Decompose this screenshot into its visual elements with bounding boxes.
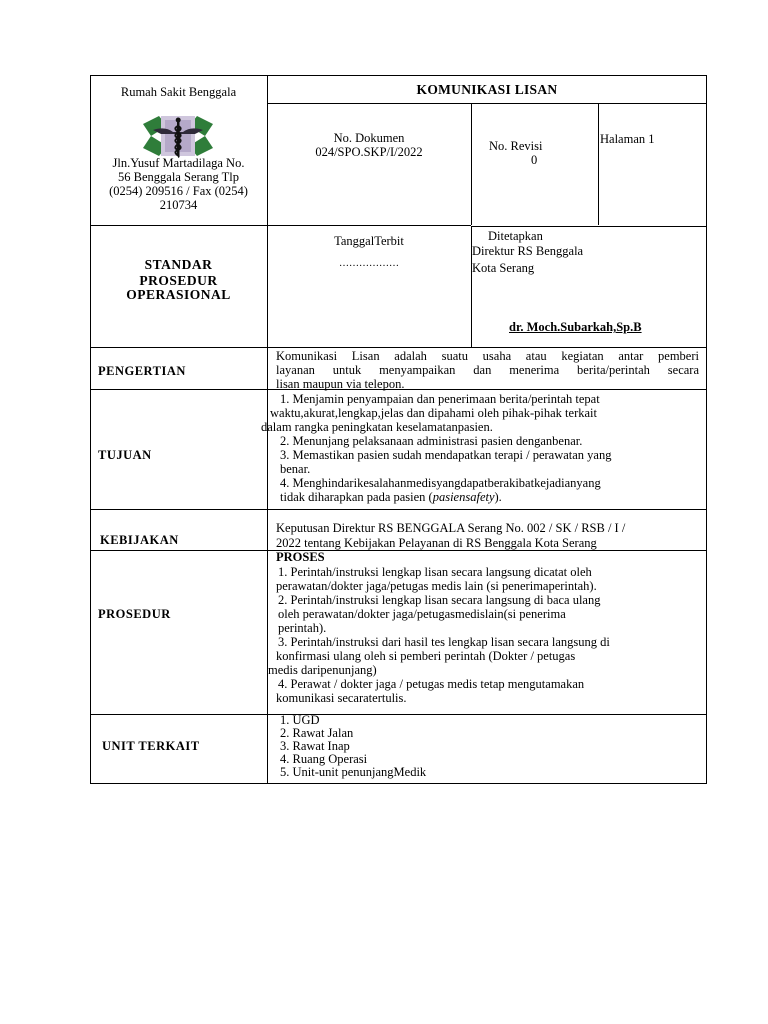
row-divider-kebijakan — [90, 509, 707, 510]
header-row-divider-left — [90, 225, 471, 226]
prosedur-heading: PROSES — [276, 550, 325, 564]
section-label-tujuan: TUJUAN — [98, 448, 152, 462]
tujuan-line-6: benar. — [280, 462, 311, 476]
tujuan-line-4: 2. Menunjang pelaksanaan administrasi pasien denganbenar. — [280, 434, 583, 448]
table-border-right — [706, 75, 707, 784]
hospital-address-line-3: (0254) 209516 / Fax (0254) — [109, 184, 248, 198]
approval-line-1: Direktur RS Benggala — [472, 244, 584, 258]
unit-item-4: 4. Ruang Operasi — [280, 752, 368, 766]
signer-name: dr. Moch.Subarkah,Sp.B — [509, 320, 642, 334]
tujuan-line-7: 4. Menghindarikesalahanmedisyangdapatberakibatkejadianyang — [280, 476, 601, 490]
unit-item-5: 5. Unit-unit penunjangMedik — [280, 765, 427, 779]
tujuan-line-5: 3. Memastikan pasien sudah mendapatkan terapi / perawatan yang — [280, 448, 612, 462]
document-title: KOMUNIKASI LISAN — [416, 82, 558, 97]
prosedur-line-6: 3. Perintah/instruksi dari hasil tes lengkap lisan secara langsung di — [278, 635, 610, 649]
prosedur-line-4: oleh perawatan/dokter jaga/petugasmedislain(si penerima — [278, 607, 566, 621]
sop-title-line-3: OPERASIONAL — [126, 287, 231, 302]
hospital-address-line-2: 56 Benggala Serang Tlp — [118, 170, 239, 184]
revision-value: 0 — [531, 153, 538, 167]
hospital-logo — [139, 112, 217, 160]
section-label-pengertian: PENGERTIAN — [98, 364, 186, 378]
pengertian-line-1: Komunikasi Lisan adalah suatu usaha atau kegiatan antar pemberi — [276, 349, 699, 363]
row-divider-prosedur — [90, 550, 707, 551]
tujuan-line-1: 1. Menjamin penyampaian dan penerimaan berita/perintah tepat — [280, 392, 600, 406]
hospital-name: Rumah Sakit Benggala — [120, 85, 237, 99]
prosedur-line-2: perawatan/dokter jaga/petugas medis lain (si penerimaperintah). — [276, 579, 597, 593]
section-label-unit-terkait: UNIT TERKAIT — [102, 739, 200, 753]
tujuan-line-8-text: tidak diharapkan pada pasien ( — [280, 490, 433, 504]
tujuan-line-8-end: ). — [494, 490, 502, 504]
unit-item-2: 2. Rawat Jalan — [280, 726, 354, 740]
tujuan-line-8 — [280, 490, 502, 504]
prosedur-line-9: 4. Perawat / dokter jaga / petugas medis tetap mengutamakan — [278, 677, 585, 691]
table-border-bottom — [90, 783, 707, 784]
unit-item-3: 3. Rawat Inap — [280, 739, 350, 753]
issue-date-label: TanggalTerbit — [334, 234, 404, 248]
header-divider-2 — [598, 103, 599, 225]
hospital-address-line-4: 210734 — [159, 198, 198, 212]
prosedur-line-10: komunikasi secaratertulis. — [276, 691, 407, 705]
section-label-kebijakan: KEBIJAKAN — [100, 533, 179, 547]
pengertian-line-2: layanan untuk menyampaikan dan menerima berita/perintah secara — [276, 363, 699, 377]
doc-number-label: No. Dokumen — [333, 131, 405, 145]
sop-title-line-1: STANDAR — [144, 257, 213, 272]
page-number: Halaman 1 — [600, 132, 655, 146]
hospital-address-line-1: Jln.Yusuf Martadilaga No. — [112, 156, 245, 170]
tujuan-line-3: dalam rangka peningkatan keselamatanpasien. — [261, 420, 493, 434]
row-divider-unit — [90, 714, 707, 715]
prosedur-line-5: perintah). — [278, 621, 327, 635]
issue-date-value: ……………… — [339, 258, 399, 269]
title-divider — [267, 103, 707, 104]
prosedur-line-7: konfirmasi ulang oleh si pemberi perintah (Dokter / petugas — [276, 649, 576, 663]
row-divider-pengertian — [90, 347, 707, 348]
unit-item-1: 1. UGD — [280, 713, 320, 727]
approval-line-2: Kota Serang — [472, 261, 535, 275]
table-border-top — [90, 75, 707, 76]
sop-document — [90, 75, 707, 784]
tujuan-italic-term: pasiensafety — [432, 490, 495, 504]
section-label-prosedur: PROSEDUR — [98, 607, 171, 621]
prosedur-line-8: medis daripenunjang) — [268, 663, 377, 677]
approval-label: Ditetapkan — [488, 229, 543, 243]
revision-label: No. Revisi — [489, 139, 543, 153]
header-row-divider-right — [471, 226, 707, 227]
pengertian-line-3: lisan maupun via telepon. — [276, 377, 405, 391]
tujuan-line-2: waktu,akurat,lengkap,jelas dan dipahami oleh pihak-pihak terkait — [270, 406, 597, 420]
doc-number-value: 024/SPO.SKP/I/2022 — [315, 145, 423, 159]
header-divider-1 — [471, 103, 472, 225]
sop-title-line-2: PROSEDUR — [139, 273, 218, 288]
kebijakan-line-1: Keputusan Direktur RS BENGGALA Serang No. 002 / SK / RSB / I / — [276, 521, 626, 535]
prosedur-line-1: 1. Perintah/instruksi lengkap lisan secara langsung dicatat oleh — [278, 565, 592, 579]
kebijakan-line-2: 2022 tentang Kebijakan Pelayanan di RS Benggala Kota Serang — [276, 536, 597, 550]
prosedur-line-3: 2. Perintah/instruksi lengkap lisan secara langsung di baca ulang — [278, 593, 601, 607]
